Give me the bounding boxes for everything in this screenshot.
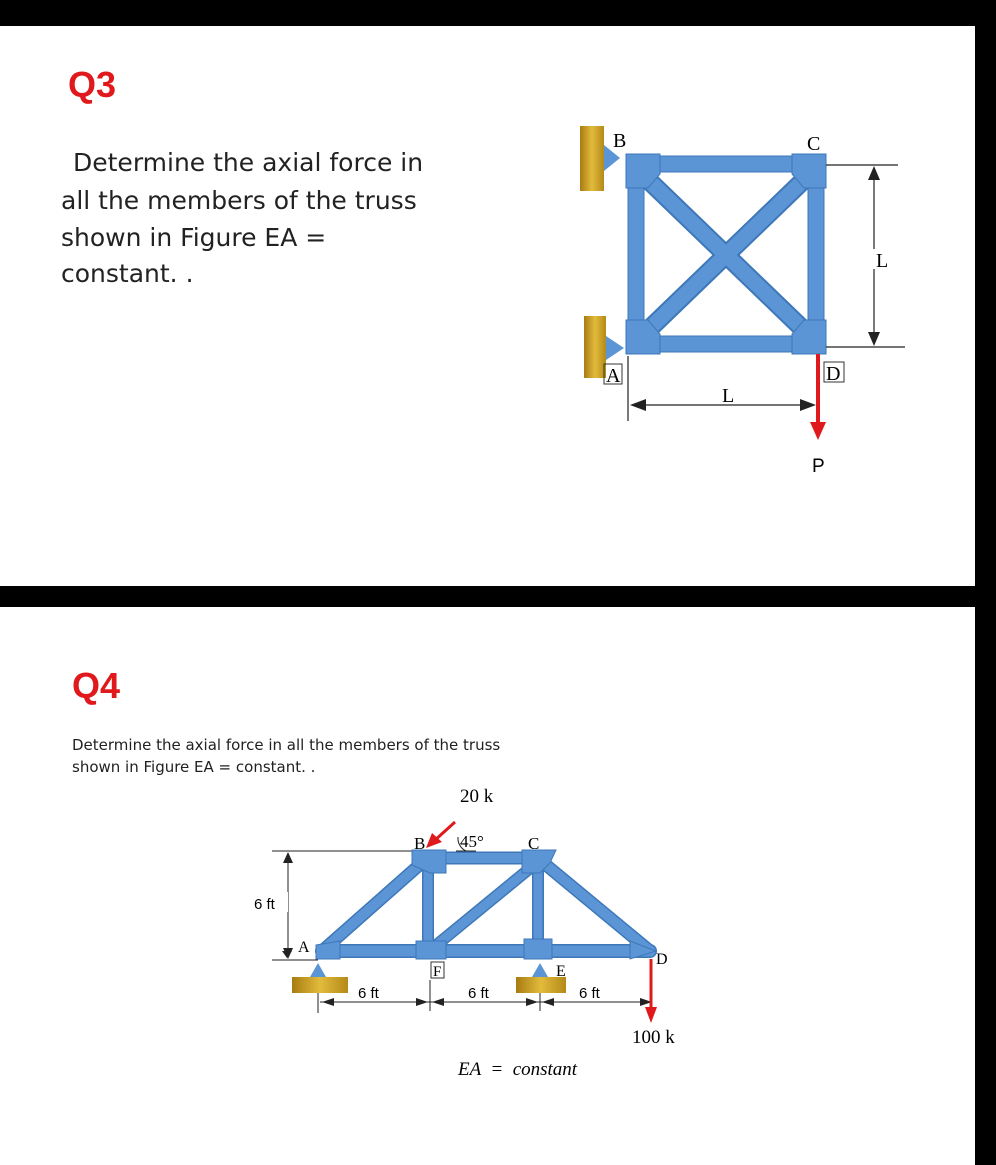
q4-load-right-label: 100 k	[632, 1027, 675, 1048]
q4-label-e: E	[556, 963, 566, 980]
q4-load-top-label: 20 k	[460, 786, 494, 807]
q4-label-c: C	[528, 834, 540, 853]
q3-horizontal-dimension	[628, 356, 810, 421]
q4-joint-f	[416, 941, 446, 959]
q4-ea-note: EA = constant	[458, 1059, 578, 1080]
q3-label-a: A	[606, 365, 621, 387]
q4-label-d: D	[656, 951, 668, 968]
q3-support-a	[584, 316, 606, 378]
q3-load-arrowhead-icon	[810, 422, 826, 440]
q4-label-b: B	[414, 834, 426, 853]
q4-span-label-3: 6 ft	[579, 985, 600, 1002]
q3-label-b: B	[613, 130, 627, 152]
q3-load-label: P	[812, 456, 825, 477]
q4-joint-a	[316, 941, 340, 959]
q3-label-d: D	[826, 363, 841, 385]
q4-label-a: A	[298, 939, 310, 956]
q3-prompt-line-4: constant. .	[61, 259, 194, 288]
q4-span-label-2: 6 ft	[468, 985, 489, 1002]
q3-prompt-line-2: all the members of the truss	[61, 186, 417, 215]
q3-label-c: C	[807, 133, 821, 155]
q4-span-label-1: 6 ft	[358, 985, 379, 1002]
q3-dim-horizontal-label: L	[722, 385, 735, 407]
q3-pin-a-icon	[606, 336, 624, 360]
q4-height-dimension	[272, 851, 412, 960]
q4-roller-e-icon	[532, 963, 548, 977]
q4-pin-a-icon	[310, 963, 326, 977]
q4-load-angle-label: 45°	[460, 832, 484, 851]
q4-title: Q4	[72, 665, 121, 706]
q4-load-right-arrowhead-icon	[645, 1007, 657, 1023]
q3-truss-figure	[0, 26, 975, 586]
q4-support-a	[292, 977, 348, 993]
q3-prompt-line-3: shown in Figure EA =	[61, 223, 327, 252]
q4-label-f: F	[433, 964, 442, 980]
q3-support-b	[580, 126, 604, 191]
q3-vertical-dimension	[826, 165, 905, 347]
q4-joint-e	[524, 939, 552, 959]
q3-title: Q3	[68, 64, 117, 105]
q4-panel	[0, 607, 975, 1165]
q4-prompt-line-1: Determine the axial force in all the members of the truss	[72, 736, 501, 754]
q4-truss-figure	[0, 607, 975, 1165]
q3-panel	[0, 26, 975, 586]
q4-prompt-line-2: shown in Figure EA = constant. .	[72, 758, 316, 776]
q3-dim-vertical-label: L	[876, 250, 889, 272]
q3-prompt-line-1: Determine the axial force in	[73, 148, 424, 177]
q4-height-label: 6 ft	[254, 896, 275, 913]
